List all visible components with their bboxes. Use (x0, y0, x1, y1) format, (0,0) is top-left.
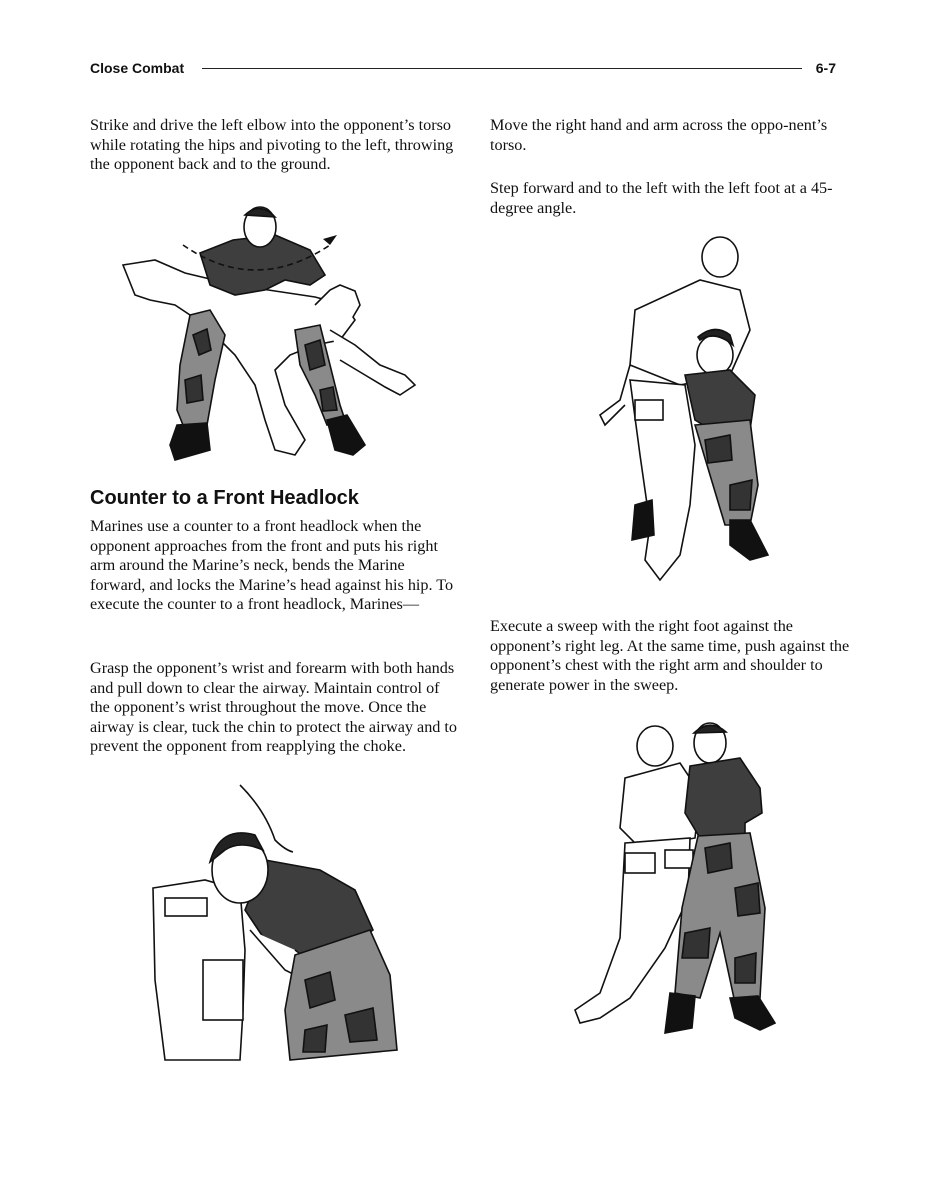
figure-grasp-wrist (145, 780, 410, 1065)
para-move-hand: Move the right hand and arm across the oppo-nent’s torso. (490, 116, 828, 154)
para-grasp-wrist: Grasp the opponent’s wrist and forearm with both hands and pull down to clear the airway. Maintain control of the opponent’s wrist throughout the move. Once the airway is clear, tuck the chin to protect the airway and to prevent the opponent from reapplying the choke. (90, 659, 458, 756)
page-header (90, 58, 836, 80)
figure-sweep (570, 718, 785, 1038)
para-step-forward: Step forward and to the left with the left foot at a 45-degree angle. (490, 179, 833, 217)
figure-step-forward (590, 235, 775, 585)
illustration-sweep (570, 718, 785, 1038)
para-sweep: Execute a sweep with the right foot against the opponent’s right leg. At the same time, push against the opponent’s chest with the right arm and shoulder to generate power in the sweep. (490, 617, 850, 694)
section-heading: Counter to a Front Headlock (90, 487, 359, 509)
illustration-grasp-wrist (145, 780, 410, 1065)
header-rule (202, 68, 802, 69)
para-headlock-intro: Marines use a counter to a front headlock when the opponent approaches from the front and puts his right arm around the Marine’s neck, bends the Marine forward, and locks the Marine’s head against his hip. To execute the counter to a front headlock, Marines— (90, 517, 454, 614)
illustration-step-forward (590, 235, 775, 585)
illustration-elbow-throw (115, 205, 425, 465)
para-elbow-strike: Strike and drive the left elbow into the opponent’s torso while rotating the hips and pivoting to the left, throwing the opponent back and to the ground. (90, 116, 454, 174)
page-number: 6-7 (815, 60, 836, 76)
figure-elbow-throw (115, 205, 425, 465)
section-title: Close Combat (90, 60, 190, 76)
